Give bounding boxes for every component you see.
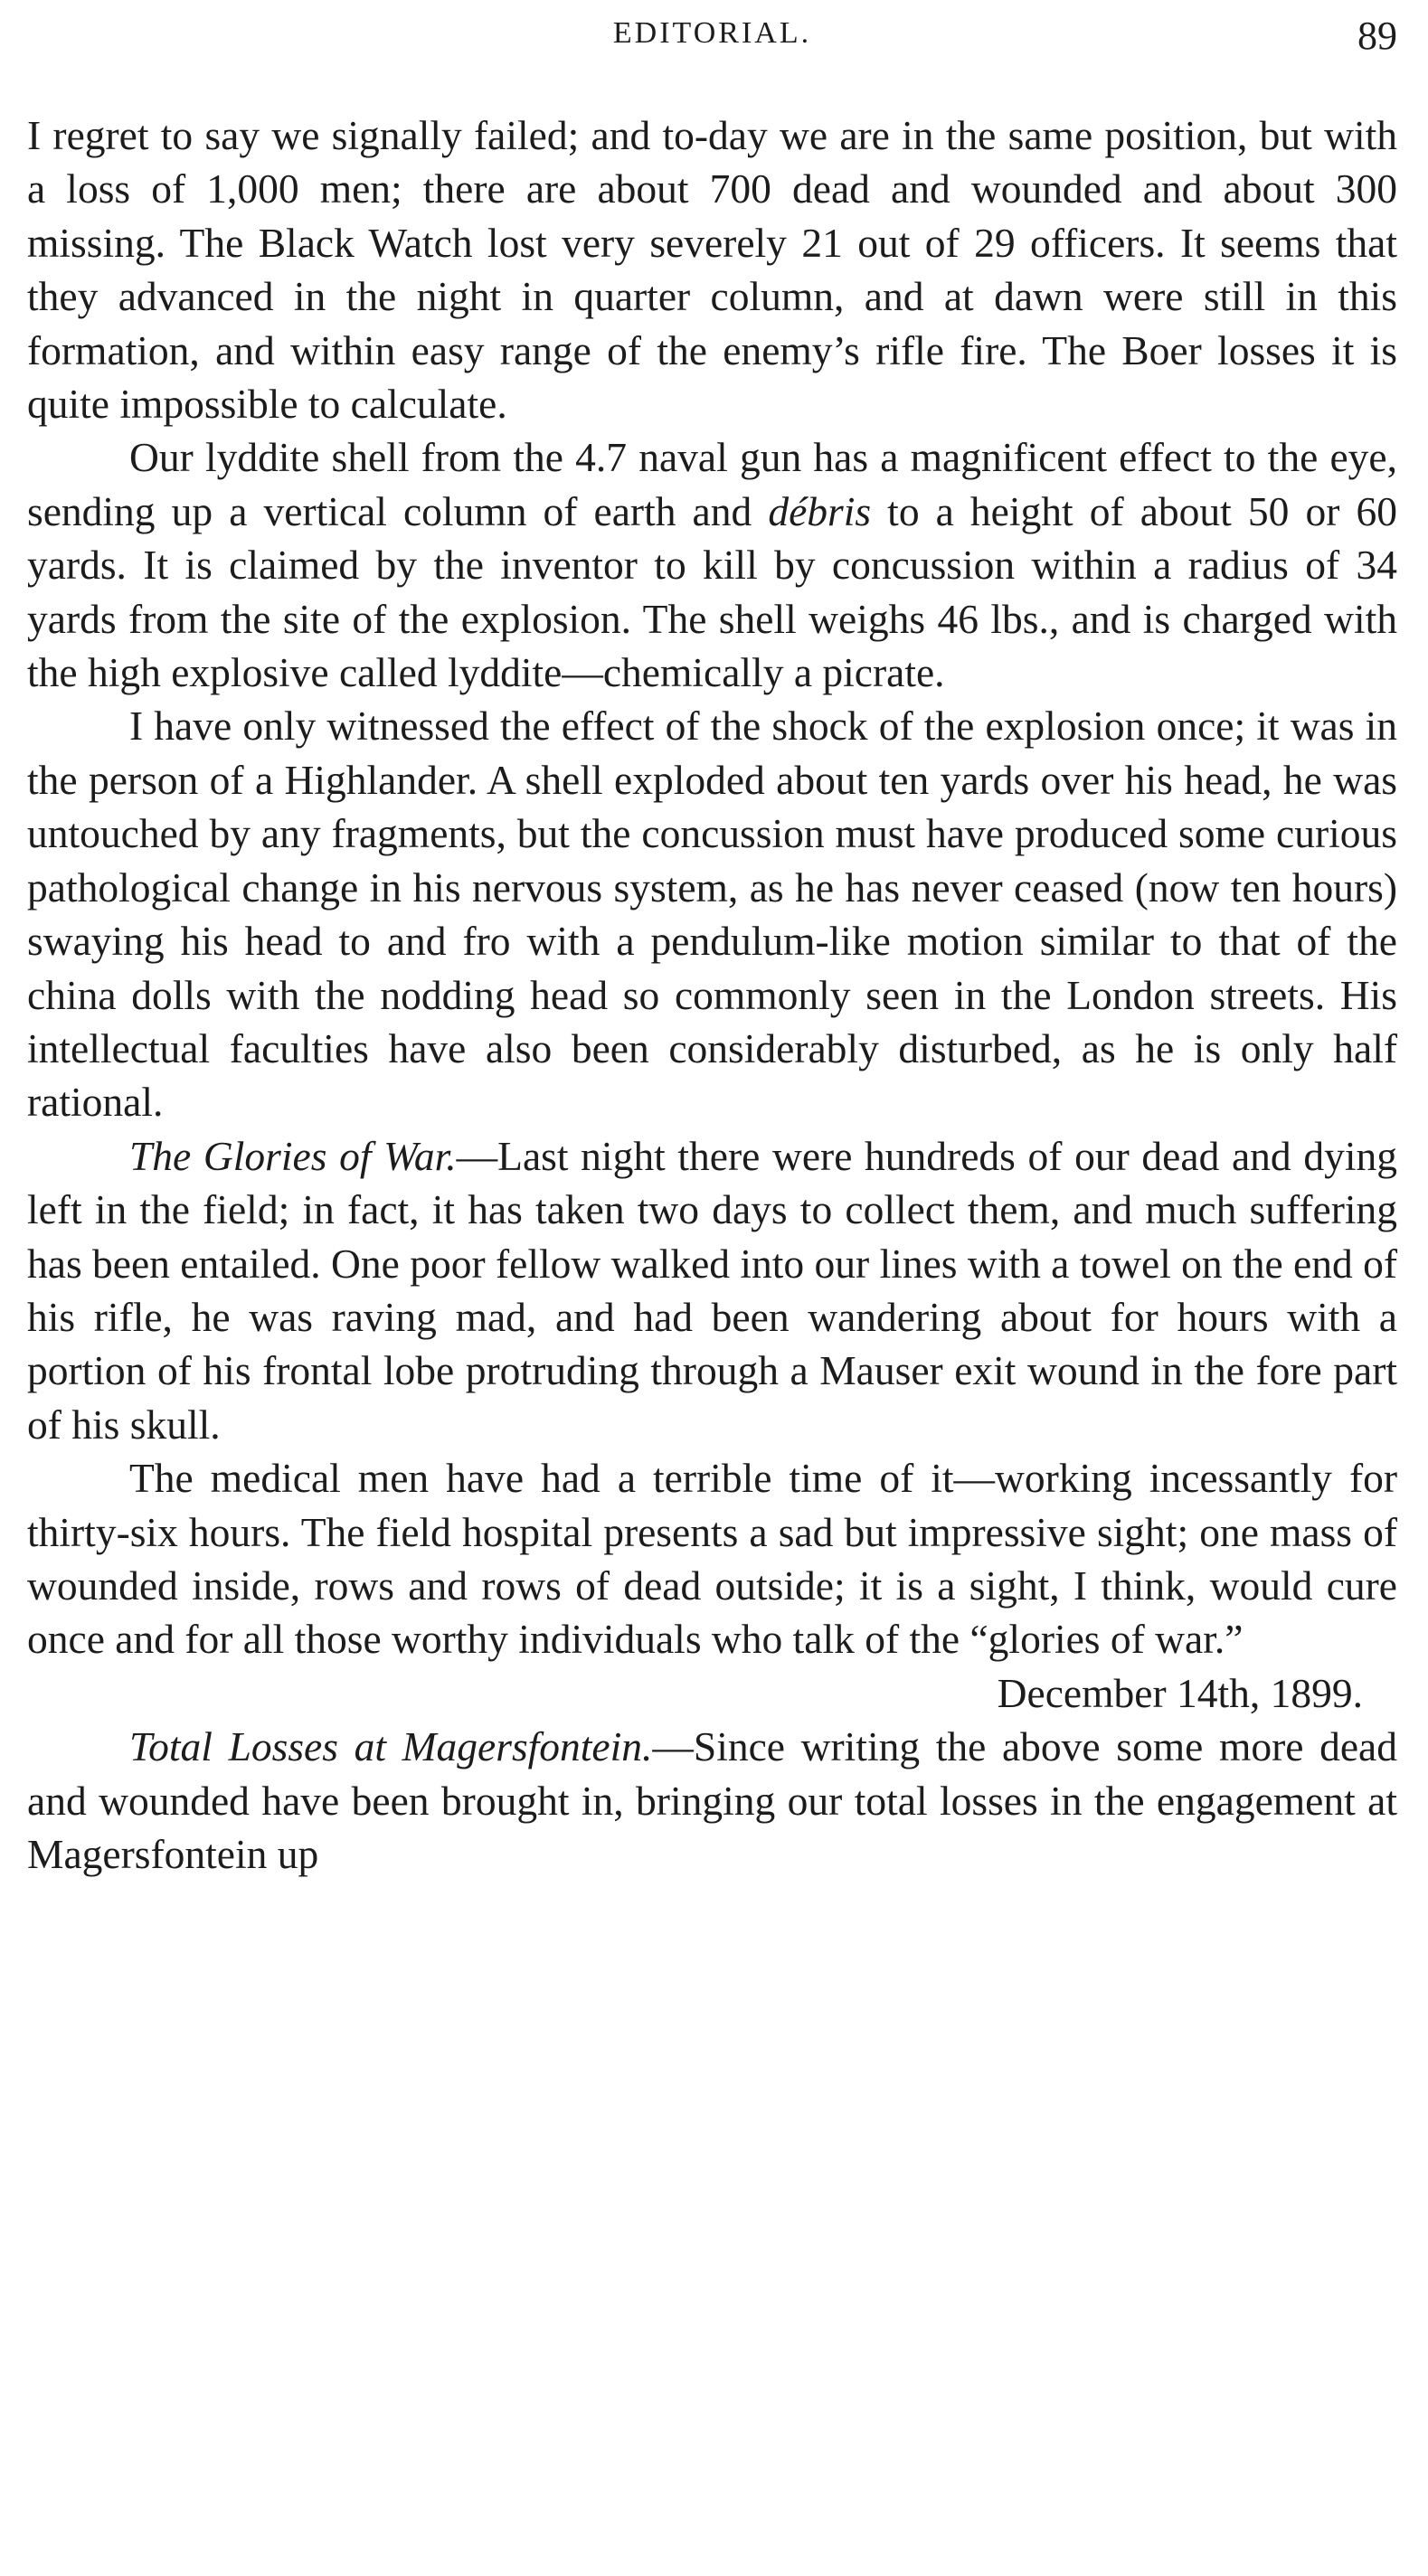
body-text <box>27 109 1397 1881</box>
running-title: EDITORIAL. <box>612 16 812 50</box>
section-heading: Total Losses at Magersfontein. <box>129 1723 653 1770</box>
paragraph-text: to a height of about 50 or 60 yards. It is claimed by the inventor to kill by concussion within a radius of 34 yards from the site of the explosion. The shell weighs 46 lbs., and is charged with the high explosive called lyddite—chemically a picrate. <box>27 487 1397 696</box>
running-head <box>27 13 1397 67</box>
italic-term: débris <box>768 487 872 534</box>
paragraph-battle-losses: I regret to say we signally failed; and to-day we are in the same position, but with a loss of 1,000 men; there are about 700 dead and wounded and about 300 missing. The Black Watch lost very severely 21 out of 29 officers. It seems that they advanced in the night in quarter column, and at dawn were still in this formation, and within easy range of the enemy’s rifle fire. The Boer losses it is quite impossible to calculate. <box>27 112 1397 428</box>
page-number: 89 <box>1357 14 1397 58</box>
paragraph-lyddite-shell <box>27 430 1397 699</box>
paragraph-medical-men <box>27 1451 1397 1666</box>
paragraph-glories-of-war <box>27 1129 1397 1451</box>
paragraph-text: The medical men have had a terrible time of it—working incessantly for thirty-six hours. The field hospital presents a sad but impressive sight; one mass of wounded inside, rows and rows of dead outside; it is a sight, I think, would cure once and for all those worthy individuals who talk of the <box>27 1455 1397 1663</box>
dateline: December 14th, 1899. <box>997 1669 1363 1716</box>
quoted-phrase: “glories of war.” <box>969 1616 1244 1663</box>
paragraph-text: Our lyddite shell from the 4.7 naval gun has a magnificent effect to the eye, sending up a vertical column of earth and <box>27 434 1397 534</box>
paragraph-text: —Last night there were hundreds of our dead and dying left in the field; in fact, it has taken two days to collect them, and much suffering has been entailed. One poor fellow walked into our lines with a towel on the end of his rifle, he was raving mad, and had been wandering about for hours with a portion of his frontal lobe protruding through a Mauser exit wound in the fore part of his skull. <box>27 1132 1397 1448</box>
section-heading: The Glories of War. <box>129 1132 457 1179</box>
book-page <box>27 0 1397 2576</box>
paragraph-highlander: I have only witnessed the effect of the shock of the explosion once; it was in the person of a Highlander. A shell exploded about ten yards over his head, he was untouched by any fragments, but the concussion must have produced some curious pathological change in his nervous system, as he has never ceased (now ten hours) swaying his head to and fro with a pendulum-like motion similar to that of the china dolls with the nodding head so commonly seen in the London streets. His intellectual faculties have also been considerably disturbed, as he is only half rational. <box>27 703 1397 1126</box>
paragraph-total-losses <box>27 1720 1397 1881</box>
paragraph-text: —Since writing the above some more dead and wounded have been brought in, bringing our total losses in the engagement at Magersfontein up <box>27 1723 1398 1877</box>
